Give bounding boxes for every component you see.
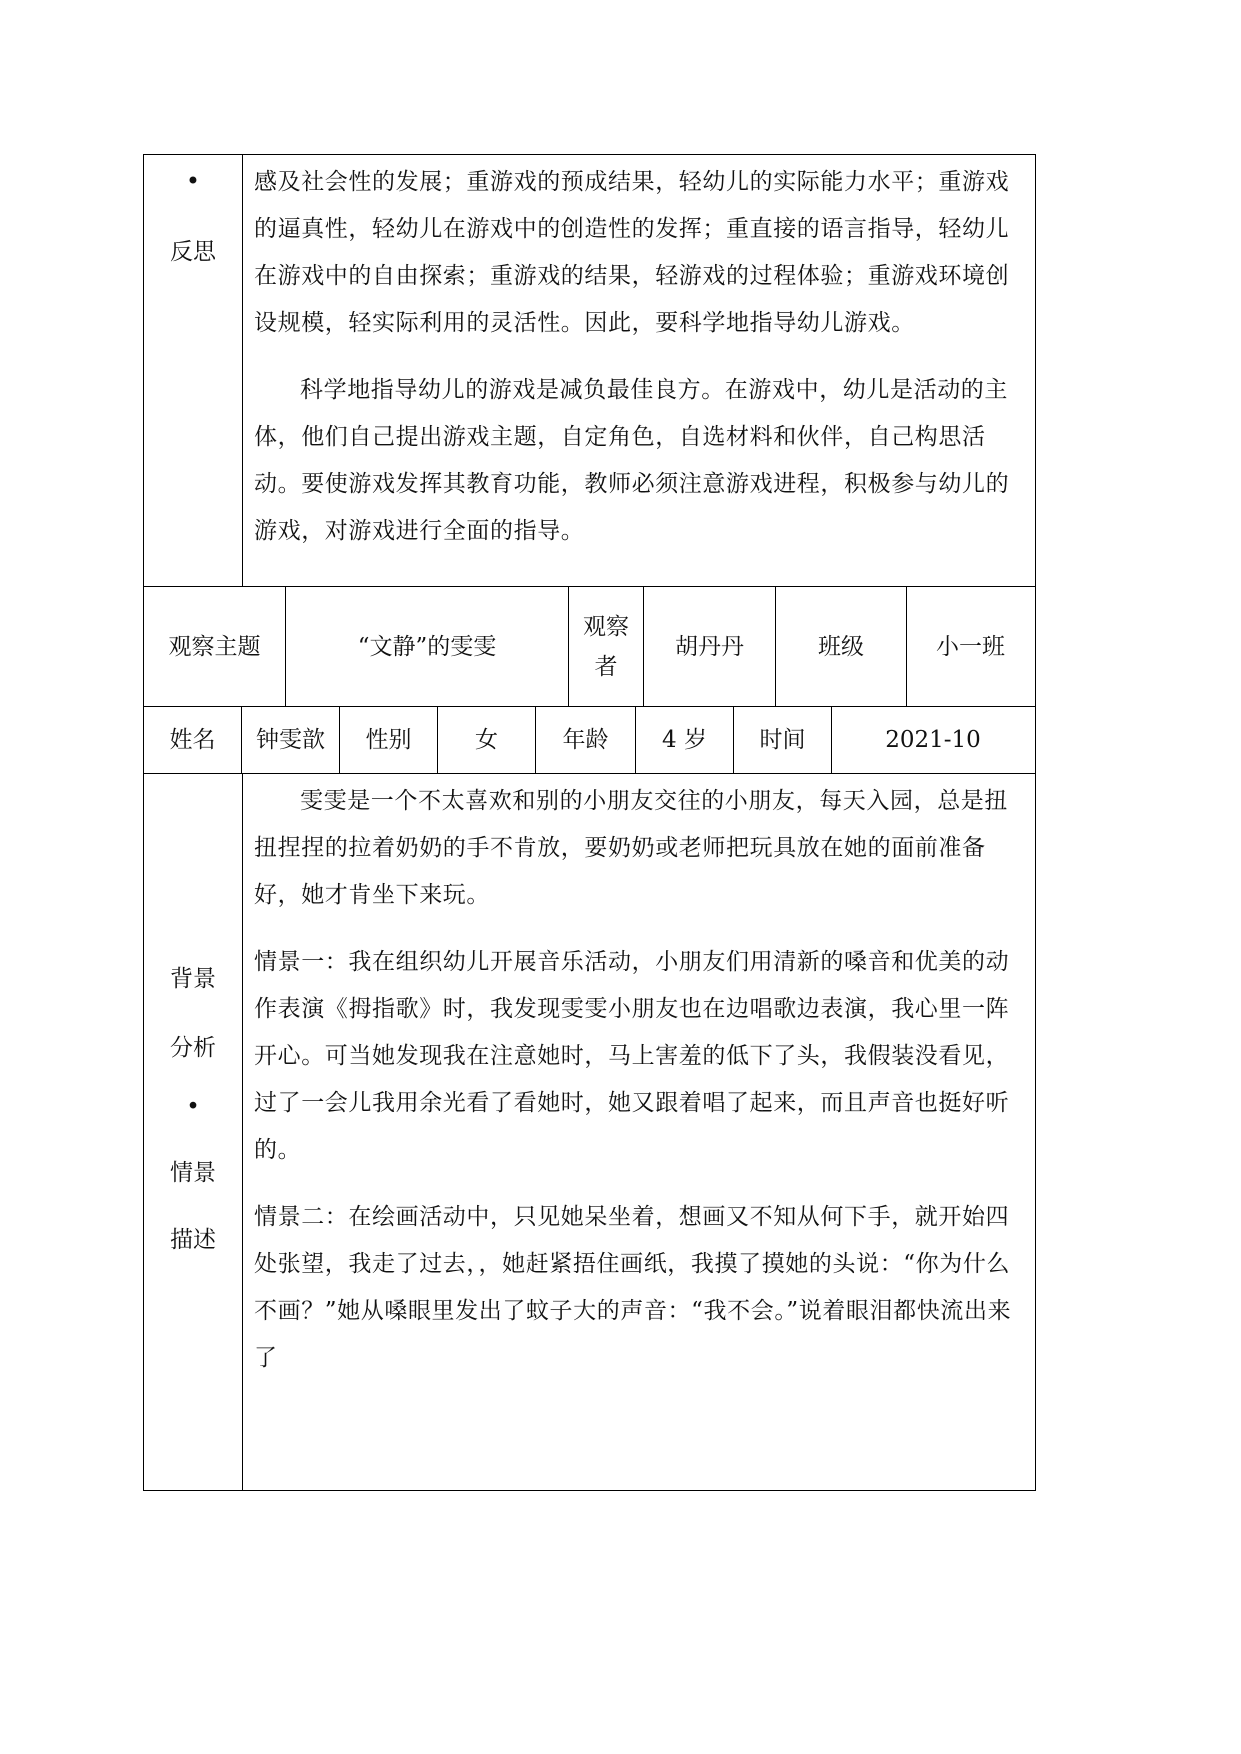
reflection-paragraph-2: 科学地指导幼儿的游戏是减负最佳良方。在游戏中，幼儿是活动的主体，他们自己提出游戏主题，自定角色，自选材料和伙伴，自己构思活动。要使游戏发挥其教育功能，教师必须注意游戏进程，积极参与幼儿的游戏，对游戏进行全面的指导。 (254, 377, 1010, 544)
time-label: 时间 (734, 707, 832, 773)
scene-two-paragraph: 情景二：在绘画活动中，只见她呆坐着，想画又不知从何下手，就开始四处张望，我走了过去，，她赶紧捂住画纸，我摸了摸她的头说：“你为什么不画？”她从嗓眼里发出了蚊子大的声音：“我不会。”说着眼泪都快流出来了 (254, 1204, 1012, 1371)
background-paragraph-1: 雯雯是一个不太喜欢和别的小朋友交往的小朋友，每天入园，总是扭扭捏捏的拉着奶奶的手不肯放，要奶奶或老师把玩具放在她的面前准备好，她才肯坐下来玩。 (254, 788, 1008, 908)
name-label: 姓名 (144, 707, 242, 773)
background-label-4: 描述 (170, 1227, 216, 1253)
reflection-paragraph-1: 感及社会性的发展；重游戏的预成结果，轻幼儿的实际能力水平；重游戏的逼真性，轻幼儿在游戏中的创造性的发挥；重直接的语言指导，轻幼儿在游戏中的自由探索；重游戏的结果，轻游戏的过程体验；重游戏环境创设规模，轻实际利用的灵活性。因此，要科学地指导幼儿游戏。 (254, 169, 1010, 336)
background-section (143, 773, 1036, 1491)
background-content (254, 778, 1026, 1382)
time-value: 2021-10 (885, 727, 981, 753)
topic-label: 观察主题 (144, 587, 286, 706)
observer-value: 胡丹丹 (644, 587, 776, 706)
observer-label-line1: 观察 (583, 613, 629, 640)
observer-label (569, 587, 644, 706)
bullet-dot: • (185, 167, 201, 195)
background-label-cell (144, 774, 243, 1490)
age-label: 年龄 (536, 707, 636, 773)
topic-value: “文静”的雯雯 (286, 587, 569, 706)
class-label: 班级 (776, 587, 907, 706)
reflection-label: 反思 (170, 239, 216, 265)
background-label-1: 背景 (170, 966, 216, 992)
background-label-3: 情景 (170, 1160, 216, 1186)
gender-label: 性别 (340, 707, 438, 773)
age-value: 4 岁 (636, 707, 734, 773)
observation-row (143, 586, 1036, 707)
name-value: 钟雯歆 (242, 707, 340, 773)
student-info-row (143, 706, 1036, 774)
background-bullet-dot: • (186, 1094, 200, 1120)
observer-label-line2: 者 (594, 653, 618, 680)
scene-one-paragraph: 情景一：我在组织幼儿开展音乐活动，小朋友们用清新的嗓音和优美的动作表演《拇指歌》时，我发现雯雯小朋友也在边唱歌边表演，我心里一阵开心。可当她发现我在注意她时，马上害羞的低下了头，我假装没看见，过了一会儿我用余光看了看她时，她又跟着唱了起来，而且声音也挺好听的。 (254, 949, 1010, 1163)
reflection-label-cell (144, 155, 243, 586)
class-value: 小一班 (936, 633, 1005, 660)
reflection-section (143, 154, 1036, 587)
reflection-content (254, 159, 1024, 555)
background-label-2: 分析 (170, 1035, 216, 1061)
gender-value: 女 (438, 707, 536, 773)
